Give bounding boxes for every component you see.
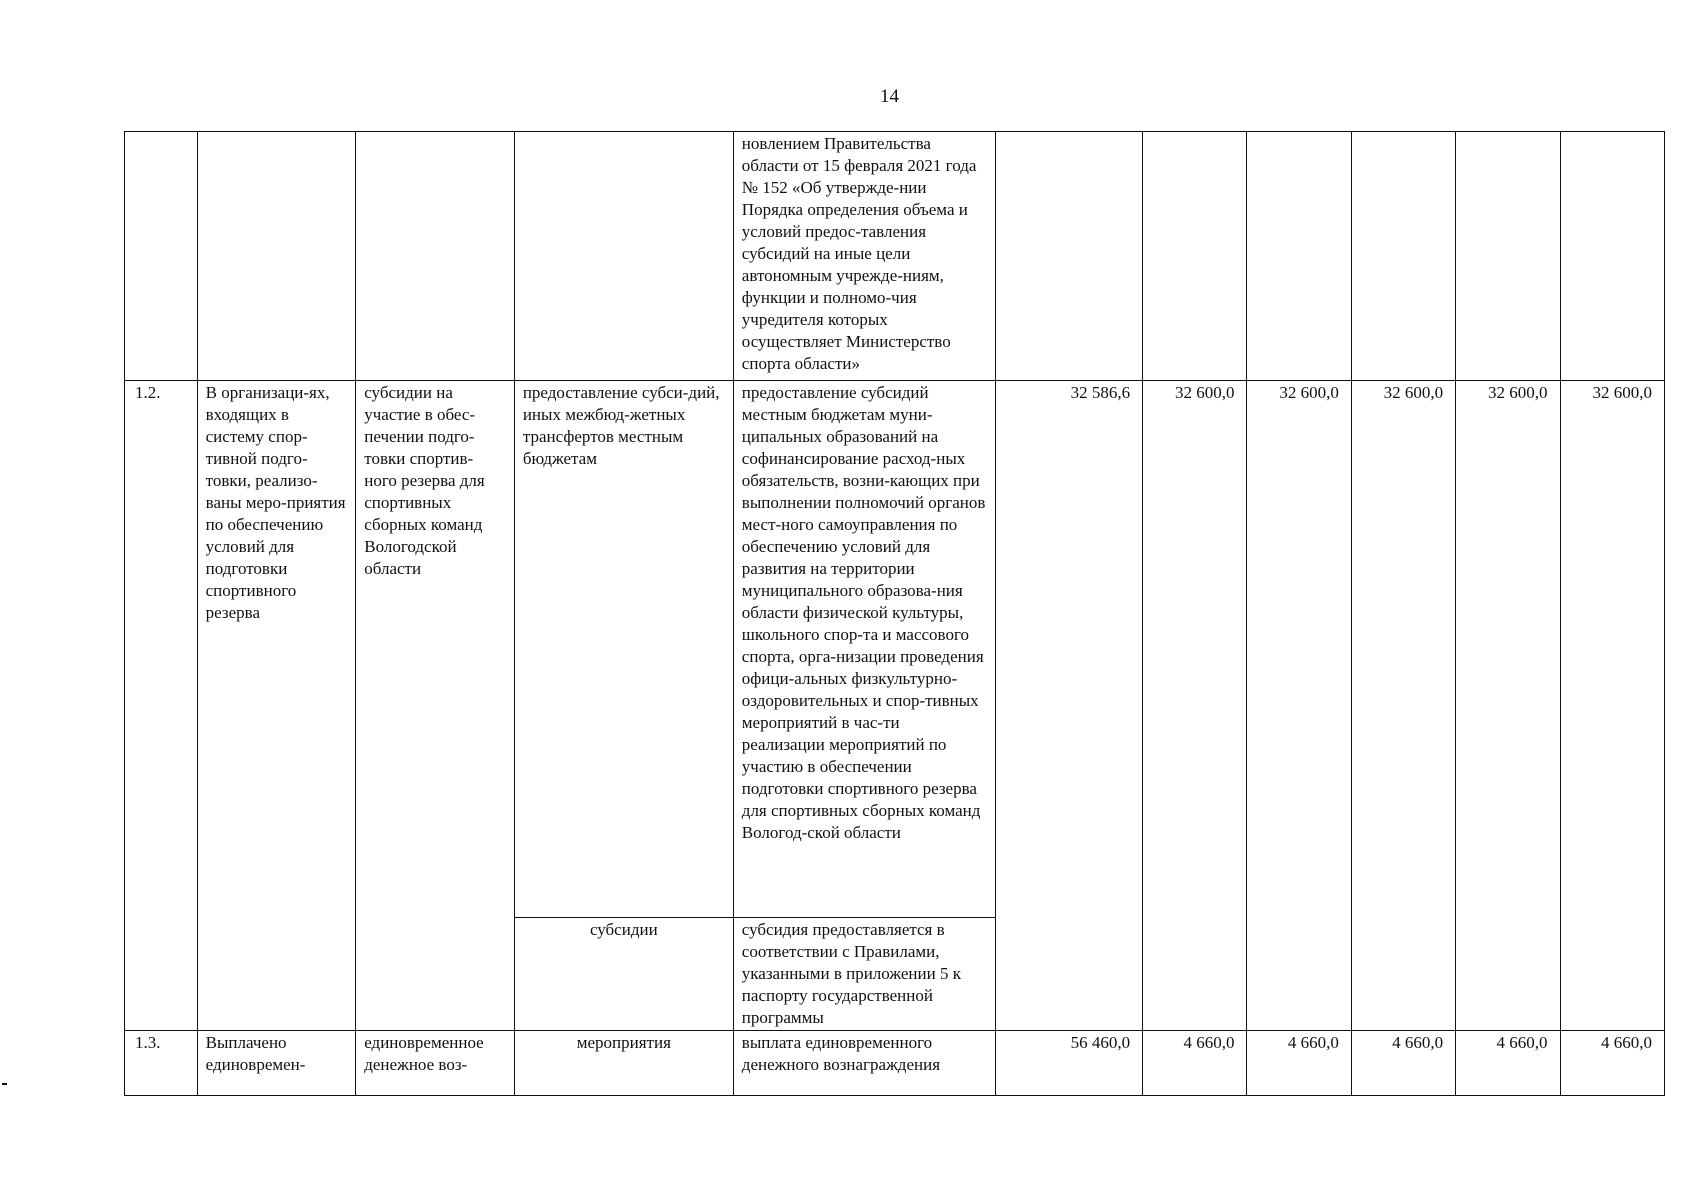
cell-support [514, 132, 733, 381]
cell-value: 4 660,0 [1247, 1031, 1351, 1096]
program-table [124, 131, 1665, 1096]
cell-num: 1.3. [125, 1031, 198, 1096]
cell-value: 32 600,0 [1456, 381, 1560, 1031]
cell-type: единовременное денежное воз- [356, 1031, 515, 1096]
cell-value [1143, 132, 1247, 381]
table-row [125, 1031, 1665, 1096]
cell-description: предоставление субсидий местным бюджетам муни-ципальных образований на софинансирование расход-ных обязательств, возни-кающих при выполнении полномочий органов мест-ного самоуправления по обеспечению условий для развития на территории муниципального образова-ния области физической культуры, школьного спор-та и массового спорта, орга-низации проведения офици-альных физкультурно-оздоровительных и спор-тивных мероприятий в час-ти реализации мероприятий по участию в обеспечении подготовки спортивного резерва для спортивных сборных команд Вологод-ской области [733, 381, 995, 918]
cell-value [1560, 132, 1664, 381]
cell-type: субсидии на участие в обес-печении подго-товки спортив-ного резерва для спортивных сборных команд Вологодской области [356, 381, 515, 1031]
cell-value [1456, 132, 1560, 381]
cell-description: выплата единовременного денежного вознаграждения [733, 1031, 995, 1096]
margin-mark [2, 1083, 7, 1085]
cell-support: предоставление субси-дий, иных межбюд-жетных трансфертов местным бюджетам [514, 381, 733, 918]
cell-support: субсидии [514, 918, 733, 1031]
cell-support: мероприятия [514, 1031, 733, 1096]
cell-value: 32 586,6 [995, 381, 1142, 1031]
page-number: 14 [880, 86, 899, 107]
cell-num: 1.2. [125, 381, 198, 1031]
cell-type [356, 132, 515, 381]
cell-value: 4 660,0 [1351, 1031, 1455, 1096]
table-row [125, 132, 1665, 381]
cell-value [1247, 132, 1351, 381]
cell-value [1351, 132, 1455, 381]
cell-result: Выплачено единовремен- [197, 1031, 356, 1096]
cell-value: 32 600,0 [1351, 381, 1455, 1031]
cell-value [995, 132, 1142, 381]
cell-value: 32 600,0 [1247, 381, 1351, 1031]
cell-num [125, 132, 198, 381]
cell-value: 32 600,0 [1560, 381, 1664, 1031]
cell-value: 32 600,0 [1143, 381, 1247, 1031]
cell-value: 56 460,0 [995, 1031, 1142, 1096]
cell-description: новлением Правительства области от 15 февраля 2021 года № 152 «Об утвержде-нии Порядка определения объема и условий предос-тавления субсидий на иные цели автономным учрежде-ниям, функции и полномо-чия учредителя которых осуществляет Министерство спорта области» [733, 132, 995, 381]
cell-result [197, 132, 356, 381]
cell-value: 4 660,0 [1560, 1031, 1664, 1096]
cell-description: субсидия предоставляется в соответствии с Правилами, указанными в приложении 5 к паспорту государственной программы [733, 918, 995, 1031]
cell-value: 4 660,0 [1143, 1031, 1247, 1096]
table-row [125, 381, 1665, 918]
cell-result: В организаци-ях, входящих в систему спор-тивной подго-товки, реализо-ваны меро-приятия по обеспечению условий для подготовки спортивного резерва [197, 381, 356, 1031]
cell-value: 4 660,0 [1456, 1031, 1560, 1096]
